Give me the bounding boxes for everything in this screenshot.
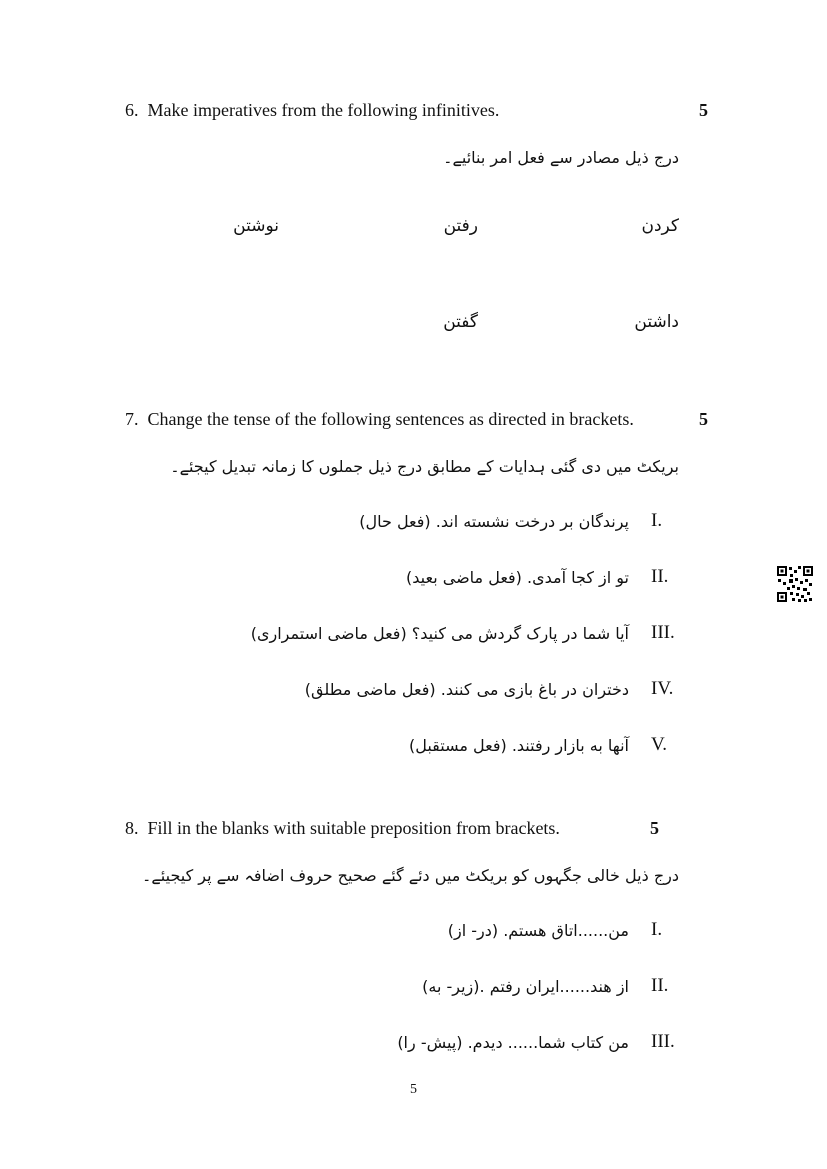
q8-urdu-instruction: درج ذیل خالی جگہوں کو بریکٹ میں دئے گئے صحیح حروف اضافہ سے پر کیجیئے۔ (142, 866, 679, 885)
q8-title: Fill in the blanks with suitable preposition from brackets. (147, 818, 560, 838)
q7-item-1-num: I. (651, 510, 663, 531)
q8-number: 8. (125, 818, 139, 838)
q7-marks: 5 (699, 409, 708, 429)
q8-item-1-text: من......اتاق هستم. (در- از) (447, 920, 629, 940)
q7-item-4-num: IV. (651, 678, 674, 699)
q8-item-2-text: از هند......ایران رفتم .(زیر- به) (422, 976, 629, 996)
q6-word-2: رفتن (443, 216, 478, 236)
q6-word-4: داشتن (634, 312, 679, 332)
q8-item-1-num: I. (651, 919, 663, 940)
q6-word-1: کردن (641, 216, 679, 236)
q6-urdu-instruction: درج ذیل مصادر سے فعل امر بنائیے۔ (443, 148, 679, 167)
q7-item-3 (251, 621, 679, 645)
q7-item-4-text: دختران در باغ بازی می کنند. (فعل ماضی مطلق) (304, 679, 629, 699)
q7-number: 7. (125, 409, 139, 429)
q6-heading (125, 100, 499, 121)
q7-title: Change the tense of the following sentences as directed in brackets. (147, 409, 634, 429)
q7-heading (125, 409, 634, 430)
q7-item-2-num: II. (651, 566, 669, 587)
qr-code-icon (776, 565, 814, 603)
q8-item-2-num: II. (651, 975, 669, 996)
q8-item-3 (397, 1030, 679, 1054)
q6-number: 6. (125, 100, 139, 120)
q7-item-3-text: آیا شما در پارک گردش می کنید؟ (فعل ماضی استمراری) (250, 623, 629, 643)
q7-item-1-text: پرندگان بر درخت نشسته اند. (فعل حال) (359, 511, 629, 531)
q7-item-5-text: آنها به بازار رفتند. (فعل مستقبل) (408, 735, 629, 755)
q6-word-5: گفتن (443, 312, 478, 332)
q7-urdu-instruction: بریکٹ میں دی گئی ہدایات کے مطابق درج ذیل جملوں کا زمانہ تبدیل کیجئے۔ (170, 457, 679, 476)
q7-item-4 (305, 677, 679, 701)
q8-item-3-num: III. (651, 1031, 675, 1052)
q6-marks: 5 (699, 100, 708, 120)
q8-heading (125, 818, 560, 839)
q7-item-3-num: III. (651, 622, 675, 643)
q7-item-2-text: تو از کجا آمدی. (فعل ماضی بعید) (406, 567, 629, 587)
q7-item-2 (406, 565, 679, 589)
q8-item-2 (422, 974, 679, 998)
q6-title: Make imperatives from the following infinitives. (147, 100, 500, 120)
q7-item-1 (359, 509, 679, 533)
q7-item-5-num: V. (651, 734, 668, 755)
q7-item-5 (409, 733, 679, 757)
q8-marks: 5 (650, 818, 659, 838)
q6-word-3: نوشتن (233, 216, 279, 236)
q8-item-1 (448, 918, 679, 942)
page-number: 5 (410, 1082, 417, 1097)
q8-item-3-text: من کتاب شما...... دیدم. (پیش- را) (397, 1032, 629, 1052)
